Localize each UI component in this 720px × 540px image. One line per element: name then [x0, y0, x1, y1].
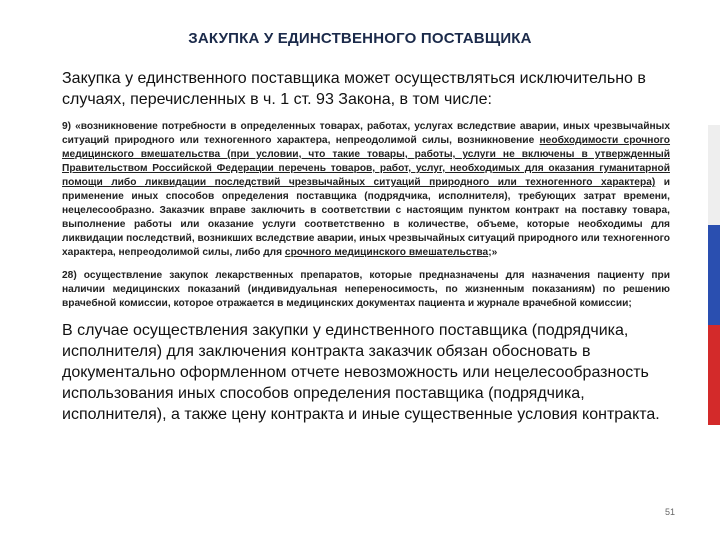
clause-28: 28) осуществление закупок лекарственных препаратов, которые предназначены для назначения пациенту при наличии медицинских показаний (индивидуальная непереносимость, по жизненным показаниям) по решению врачебной комиссии, которое отражается в медицинских документах пациента и журнале врачебной комиссии; — [62, 270, 670, 309]
page-number: 51 — [665, 507, 676, 517]
slide-content — [62, 68, 670, 425]
flag-blue-band — [708, 225, 720, 325]
slide-title: ЗАКУПКА У ЕДИНСТВЕННОГО ПОСТАВЩИКА — [188, 30, 532, 47]
summary-paragraph: В случае осуществления закупки у единственного поставщика (подрядчика, исполнителя) для заключения контракта заказчик обязан обосновать в документально оформленном отчете невозможность или нецелесообразность использования иных способов определения поставщика (подрядчика, исполнителя), а также цену контракта и иные существенные условия контракта. — [62, 322, 660, 423]
clause-9-underlined-2: срочного медицинского вмешательства — [284, 247, 489, 258]
flag-red-band — [708, 325, 720, 425]
russian-flag-stripe — [708, 125, 720, 425]
clause-9-suffix: ;» — [488, 247, 498, 258]
clause-9-prefix: 9) «возникновение потребности в определенных товарах, работах, услугах вследствие аварии, иных чрезвычайных ситуаций природного или техногенного характера, непреодолимой силы, возникновение — [62, 121, 670, 146]
clause-9 — [62, 120, 670, 260]
clause-9-middle: и применение иных способов определения поставщика (подрядчика, исполнителя), требующих затрат времени, нецелесообразно. Заказчик вправе заключить в соответствии с настоящим пунктом контракт на поставку товара, выполнение работы или оказание услуги соответственно в количестве, объеме, которые необходимы для ликвидации последствий, возникших вследствие аварии, иных чрезвычайных ситуаций природного или техногенного характера, непреодолимой силы, либо для — [62, 177, 671, 258]
intro-paragraph: Закупка у единственного поставщика может осуществляться исключительно в случаях, перечисленных в ч. 1 ст. 93 Закона, в том числе: — [62, 70, 646, 108]
flag-white-band — [708, 125, 720, 225]
clause-9-underlined: необходимости срочного медицинского вмешательства (при условии, что такие товары, работы, услуги не включены в утвержденный Правительством Российской Федерации перечень товаров, работ, услуг, необходимых для оказания гуманитарной помощи либо ликвидации последствий чрезвычайных ситуаций природного или техногенного характера) — [62, 135, 671, 188]
